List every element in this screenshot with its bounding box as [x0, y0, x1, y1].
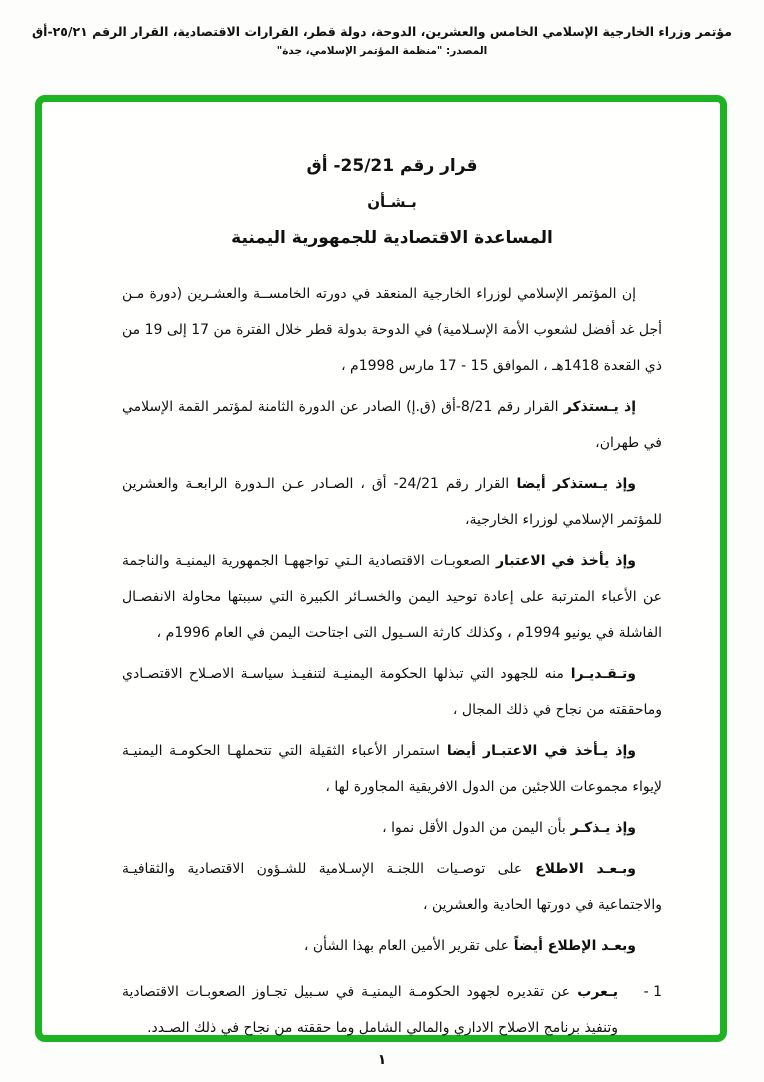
recalling-ldc-paragraph — [122, 810, 662, 846]
recalling-paragraph — [122, 389, 662, 461]
paragraph-text: استمرار الأعباء الثقيلة التي تتحملهـا الحكومـة اليمنيـة لإيواء مجموعات اللاجئين من الدول الافريقية المجاورة لها ، — [122, 743, 662, 795]
clause-number: 1 - — [643, 984, 662, 1000]
resolution-subject: المساعدة الاقتصادية للجمهورية اليمنية — [231, 228, 553, 248]
clause-lead: يـعرب — [569, 984, 618, 1000]
citation-header — [0, 24, 764, 57]
clause-body: عن تقديره لجهود الحكومـة اليمنيـة في سـبيل تجـاوز الصعوبـات الاقتصادية وتنفيذ برنامج الاصلاح الاداري والمالي الشامل وما حققته من نجاح في ذلك الصـدد. — [122, 984, 618, 1036]
recalling-also-paragraph — [122, 466, 662, 538]
paragraph-text: الصعوبـات الاقتصادية الـتي تواجههـا الجمهورية اليمنيـة والناجمة عن الأعباء المترتبة على إعادة توحيد اليمن والخسـائر الكبيرة التي سببتها محاولة الانفصـال الفاشلة في يونيو 1994م ، وكذلك كارثة السـيول التى اجتاحت اليمن في العام 1996م ، — [122, 553, 662, 641]
operative-clause-1 — [122, 974, 662, 1046]
paragraph-text: القرار رقم 8/21-أق (ق.إ) الصادر عن الدورة الثامنة لمؤتمر القمة الإسلامي في طهران، — [122, 399, 662, 451]
paragraph-lead: وإذ يأخذ في الاعتبار — [490, 553, 636, 569]
source-line: المصدر: "منظمة المؤتمر الإسلامي، جدة" — [276, 45, 488, 57]
resolution-body — [42, 102, 720, 1035]
paragraph-text: إن المؤتمر الإسلامي لوزراء الخارجية المنعقد في دورته الخامســة والعشـرين (دورة مـن أجل غد أفضل لشعوب الأمة الإسـلامية) في الدوحة بدولة قطر خلال الفترة من 17 إلى 19 من ذي القعدة 1418هـ ، الموافق 15 - 17 مارس 1998م ، — [122, 286, 662, 374]
paragraph-lead: وإذ يـذكـر — [565, 820, 636, 836]
appreciation-paragraph — [122, 656, 662, 728]
resolution-title-block — [122, 148, 662, 256]
paragraph-text: على توصـيات اللجنـة الإسـلامية للشـؤون الاقتصادية والثقافيـة والاجتماعية في دورتها الحادية والعشرين ، — [122, 861, 662, 913]
resolution-number-title: قرار رقم 25/21- أق — [306, 156, 478, 176]
paragraph-text: القرار رقم 24/21- أق ، الصـادر عـن الـدورة الرابعـة والعشرين للمؤتمر الإسلامي لوزراء الخارجية، — [122, 476, 662, 528]
paragraph-text: منه للجهود التي تبذلها الحكومة اليمنيـة لتنفيـذ سياسـة الاصـلاح الاقتصـادي وماحققته من نجاح في ذلك المجال ، — [122, 666, 662, 718]
paragraph-lead: وبعـد الإطلاع أيضاً — [508, 938, 636, 954]
green-border-frame — [35, 95, 727, 1042]
having-reviewed-also-paragraph — [122, 928, 662, 964]
paragraph-lead: وبـعـد الاطلاع — [522, 861, 636, 877]
paragraph-lead: إذ يـستذكر — [558, 399, 636, 415]
page-number: ١ — [377, 1052, 387, 1068]
paragraph-lead: وإذ يـأخذ في الاعتبـار أيضا — [439, 743, 636, 759]
paragraph-lead: وتـقـديـرا — [563, 666, 636, 682]
resolution-regarding: بـشـأن — [367, 193, 417, 211]
having-reviewed-paragraph — [122, 851, 662, 923]
taking-into-account-also-paragraph — [122, 733, 662, 805]
citation-line: مؤتمر وزراء الخارجية الإسلامي الخامس والعشرين، الدوحة، دولة قطر، القرارات الاقتصادية، القرار الرقم ٢٥/٢١-أق — [31, 24, 733, 39]
paragraph-lead: وإذ يـستذكر أيضا — [509, 476, 636, 492]
clause-text — [122, 974, 618, 1046]
taking-into-account-paragraph — [122, 543, 662, 651]
paragraph-text: على تقرير الأمين العام بهذا الشأن ، — [303, 938, 509, 954]
preamble-paragraph — [122, 276, 662, 384]
paragraph-text: بأن اليمن من الدول الأقل نموا ، — [382, 820, 566, 836]
